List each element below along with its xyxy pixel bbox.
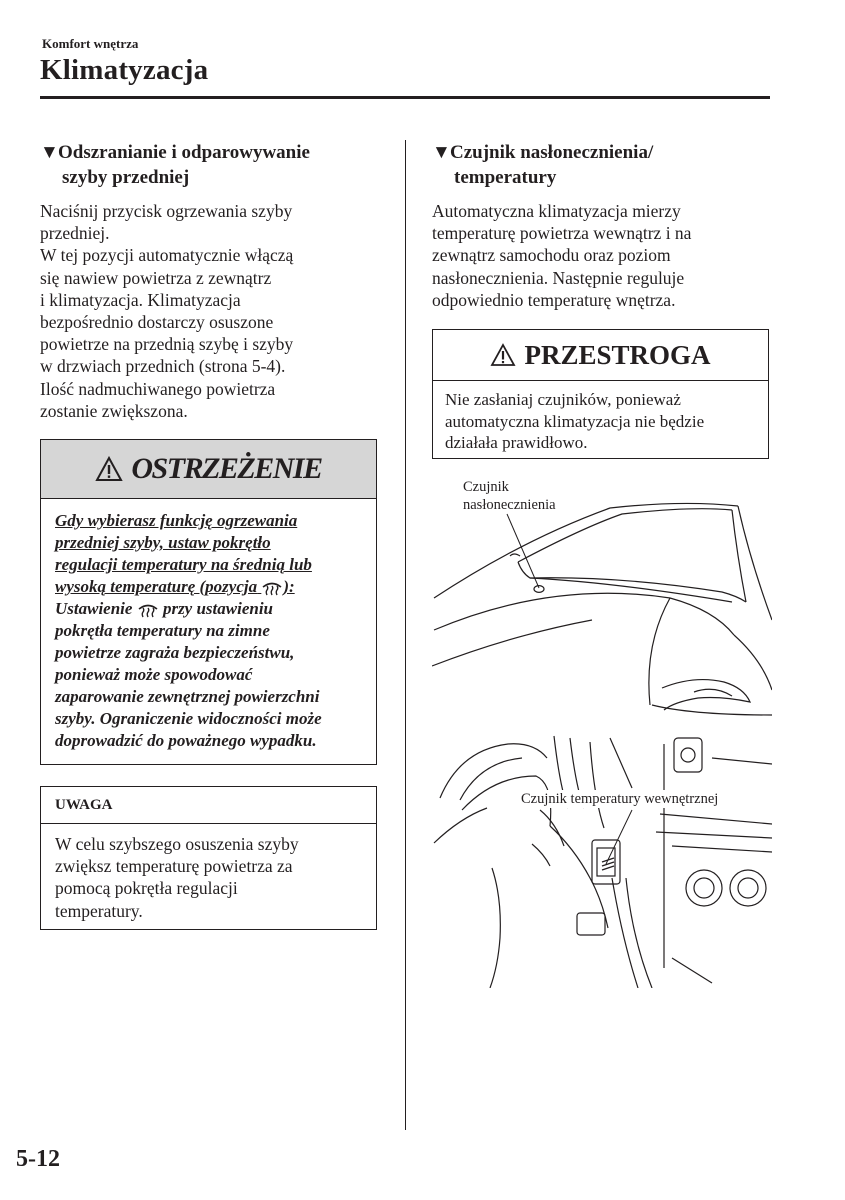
section-label: Komfort wnętrza xyxy=(42,36,139,51)
warning-box xyxy=(40,439,377,765)
callout-line xyxy=(505,512,545,592)
caution-text: Nie zasłaniaj czujników, ponieważ automatyczna klimatyzacja nie będzie działała prawidłowo. xyxy=(445,390,705,452)
page-title: Klimatyzacja xyxy=(40,54,209,86)
caution-header xyxy=(433,330,768,381)
page-number: 5-12 xyxy=(16,1146,60,1172)
interior-sensor-label: Czujnik temperatury wewnętrznej xyxy=(521,791,719,807)
warning-triangle-icon xyxy=(95,456,123,482)
right-section-heading: ▼Czujnik nasłonecznienia/ temperatury xyxy=(432,142,654,188)
warning-triangle-icon xyxy=(490,343,516,367)
callout-line xyxy=(598,808,638,868)
triangle-down-icon: ▼ xyxy=(40,142,59,163)
note-title: UWAGA xyxy=(41,787,376,824)
front-defroster-icon xyxy=(137,601,159,619)
sunlight-sensor-label: Czujnik nasłonecznienia xyxy=(463,479,556,513)
note-text: W celu szybszego osuszenia szyby zwiększ temperaturę powietrza za pomocą pokrętła regulacji temperatury. xyxy=(55,834,299,921)
caution-title: PRZESTROGA xyxy=(524,339,711,370)
front-defroster-icon xyxy=(261,579,283,597)
left-section-heading: ▼Odszranianie i odparowywanie szyby przedniej xyxy=(40,142,310,188)
caution-box xyxy=(432,329,769,459)
title-rule xyxy=(40,96,770,99)
right-body-text: Automatyczna klimatyzacja mierzy temperaturę powietrza wewnątrz i na zewnątrz samochodu oraz poziom nasłonecznienia. Następnie reguluje odpowiednio temperaturę wnętrza. xyxy=(432,201,692,310)
triangle-down-icon: ▼ xyxy=(432,142,451,163)
column-divider xyxy=(405,140,406,1130)
warning-text: Gdy wybierasz funkcję ogrzewania przedniej szyby, ustaw pokrętło regulacji temperatury na średnią lub wysoką temperaturę (pozycja ): Ustawienie przy ustawieniu pokrętła temperatury na zimne powietrze zagraża bezpieczeństwu, ponieważ może spowodować zaparowanie zewnętrznej powierzchni szyby. Ograniczenie widoczności może doprowadzić do poważnego wypadku. xyxy=(55,511,322,750)
left-body-text: Naciśnij przycisk ogrzewania szyby przedniej. W tej pozycji automatycznie włączą się nawiew powietrza z zewnątrz i klimatyzacja. Klimatyzacja bezpośrednio dostarczy osuszone powietrze na przednią szybę i szyby w drzwiach przednich (strona 5-4). Ilość nadmuchiwanego powietrza zostanie zwiększona. xyxy=(40,201,294,421)
note-box xyxy=(40,786,377,930)
warning-title: OSTRZEŻENIE xyxy=(131,452,322,485)
warning-header xyxy=(41,440,376,499)
